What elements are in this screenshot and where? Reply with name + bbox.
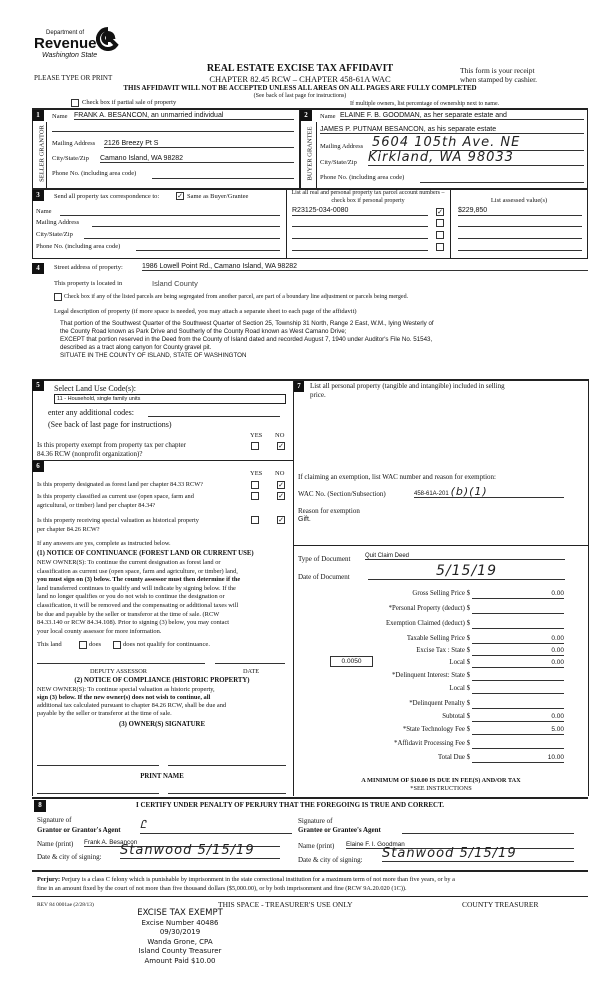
notice-compliance-title: (2) NOTICE OF COMPLIANCE (HISTORIC PROPERTY) bbox=[74, 677, 250, 684]
fee-label: *State Technology Fee $ bbox=[402, 726, 470, 733]
fee-value-field[interactable] bbox=[472, 605, 564, 614]
seller-city-field[interactable]: Camano Island, WA 98282 bbox=[100, 155, 294, 163]
logo-text-dept: Department of bbox=[46, 30, 85, 36]
notice-line: classification as current use (open space, farm and agriculture, or timber) land, bbox=[37, 567, 238, 575]
grantee-sig-label: Signature of bbox=[298, 817, 333, 825]
legal-description[interactable] bbox=[60, 320, 434, 360]
parcel-number-4[interactable] bbox=[292, 242, 428, 251]
personal-property-label-2: price. bbox=[310, 391, 326, 399]
owner-signature-line-2[interactable] bbox=[168, 765, 286, 766]
section-number-5: 5 bbox=[32, 380, 44, 391]
same-as-buyer-label: Same as Buyer/Grantee bbox=[187, 193, 249, 200]
section-number-2: 2 bbox=[300, 110, 312, 121]
warning-text: THIS AFFIDAVIT WILL NOT BE ACCEPTED UNLESS ALL AREAS ON ALL PAGES ARE FULLY COMPLETED bbox=[123, 84, 477, 92]
notice-line: sign (3) below. If the new owner(s) does not wish to continue, all bbox=[37, 694, 211, 701]
this-land-label: This land bbox=[37, 641, 62, 648]
buyer-city-field[interactable]: Kirkland, WA 98033 bbox=[368, 150, 584, 166]
buyer-side-label: BUYER GRANTEE bbox=[306, 126, 314, 181]
partial-sale-checkbox[interactable] bbox=[71, 99, 79, 107]
fee-value-field[interactable] bbox=[472, 700, 564, 709]
s5-question-2: 84.36 RCW (nonprofit organization)? bbox=[37, 450, 143, 458]
buyer-city-label: City/State/Zip bbox=[320, 159, 357, 166]
fee-value-field[interactable]: 0.00 bbox=[472, 659, 564, 668]
grantor-name-field[interactable]: Frank A. Besancon bbox=[84, 839, 280, 847]
street-address-label: Street address of property: bbox=[54, 264, 123, 271]
please-type: PLEASE TYPE OR PRINT bbox=[34, 74, 113, 82]
segregated-checkbox[interactable] bbox=[54, 293, 62, 301]
stamp-line: Wanda Grone, CPA bbox=[147, 937, 213, 946]
parcel-personal-checkbox-1[interactable]: ✓ bbox=[437, 208, 443, 216]
seller-side-label: SELLER GRANTOR bbox=[38, 125, 46, 182]
fee-value-field[interactable]: 10.00 bbox=[472, 754, 564, 763]
local-rate-field[interactable]: 0.0050 bbox=[330, 656, 373, 667]
fee-label: *Personal Property (deduct) $ bbox=[388, 605, 470, 612]
assessor-date-label: DATE bbox=[243, 668, 260, 675]
receipt-note-2: when stamped by cashier. bbox=[460, 75, 538, 84]
does-qualify-checkbox[interactable] bbox=[79, 641, 87, 649]
buyer-phone-field[interactable] bbox=[420, 182, 584, 183]
s6-q2-yes-checkbox[interactable] bbox=[251, 492, 259, 500]
does-not-label: does not qualify for continuance. bbox=[123, 641, 210, 648]
perjury-notice bbox=[37, 876, 455, 883]
dor-logo-mark-icon bbox=[96, 27, 120, 51]
notice-line: be due and payable by the seller or transferor at the time of sale. (RCW bbox=[37, 610, 220, 618]
perjury-text: Perjury is a class C felony which is punishable by imprisonment in the state correctional institution for a maximum term of not more than five years, or by a bbox=[61, 876, 455, 883]
s6-question-2b: agricultural, or timber) land per chapter 84.34? bbox=[37, 502, 156, 509]
land-use-label: Select Land Use Code(s): bbox=[54, 384, 136, 393]
fee-label: Taxable Selling Price $ bbox=[406, 635, 470, 642]
seller-name-field[interactable]: FRANK A. BESANCON, an unmarried individual bbox=[74, 112, 294, 120]
legal-line: EXCEPT that portion reserved in the Deed from the County of Island dated and recorded August 7, 1940 under Auditor's File No. 51543, bbox=[60, 336, 433, 343]
dor-logo bbox=[34, 24, 129, 66]
doc-date-label: Date of Document bbox=[298, 573, 350, 581]
perjury-text-2: fine in an amount fixed by the court of not more than five thousand dollars ($5,000.00), or by both imprisonment and fine (RCW 9A.20.020 (1C)). bbox=[37, 885, 407, 892]
parcel-personal-checkbox-4[interactable] bbox=[436, 243, 444, 251]
section-1-seller bbox=[32, 109, 300, 189]
s3-name-field[interactable] bbox=[60, 215, 280, 216]
buyer-name-field[interactable]: ELAINE F. B. GOODMAN, as her separate estate and bbox=[340, 112, 584, 120]
buyer-mailing-field[interactable]: 5604 105th Ave. NE bbox=[372, 135, 584, 151]
s3-phone-field[interactable] bbox=[136, 250, 280, 251]
s6-q2-no-checkbox[interactable]: ✓ bbox=[278, 492, 284, 500]
notice-line: you must sign on (3) below. The county assessor must then determine if the bbox=[37, 576, 241, 584]
same-as-buyer-checkbox[interactable]: ✓ bbox=[177, 192, 183, 200]
legal-line: described as a tract along canyon for County gravel pit. bbox=[60, 344, 212, 351]
s5-yes-checkbox[interactable] bbox=[251, 442, 259, 450]
s6-yes-header: YES bbox=[250, 470, 263, 477]
assessed-value-2[interactable] bbox=[458, 218, 582, 227]
s3-phone-label: Phone No. (including area code) bbox=[36, 243, 121, 250]
reason-field[interactable]: Gift. bbox=[298, 516, 311, 523]
located-in-label: This property is located in bbox=[54, 280, 123, 287]
stamp-line: 09/30/2019 bbox=[159, 928, 201, 936]
seller-phone-field[interactable] bbox=[152, 178, 294, 179]
form-title: REAL ESTATE EXCISE TAX AFFIDAVIT bbox=[206, 63, 394, 74]
print-name-line-2[interactable] bbox=[168, 793, 286, 794]
logo-text-state: Washington State bbox=[42, 52, 98, 59]
fee-label: Local $ bbox=[449, 685, 470, 692]
fee-label: *Delinquent Interest: State $ bbox=[392, 672, 470, 679]
grantor-date-city-field[interactable]: Stanwood 5/15/19 bbox=[120, 843, 280, 859]
grantor-sig-label: Signature of bbox=[37, 816, 72, 824]
see-back-text: (See back of last page for instructions) bbox=[253, 93, 347, 99]
notice-line: classification, it will be removed and the compensating or additional taxes will bbox=[37, 601, 239, 609]
form-chapter: CHAPTER 82.45 RCW – CHAPTER 458-61A WAC bbox=[209, 74, 391, 84]
fee-label: Total Due $ bbox=[438, 754, 470, 761]
s6-question-3: Is this property receiving special valuation as historical property bbox=[37, 517, 199, 524]
exemption-label: If claiming an exemption, list WAC number and reason for exemption: bbox=[298, 473, 496, 481]
assessor-date-line[interactable] bbox=[215, 663, 285, 664]
additional-codes-label: enter any additional codes: bbox=[48, 408, 134, 417]
buyer-mailing-label: Mailing Address bbox=[320, 143, 364, 150]
section-number-8: 8 bbox=[34, 800, 46, 812]
seller-phone-label: Phone No. (including area code) bbox=[52, 170, 137, 177]
s3-mailing-label: Mailing Address bbox=[36, 219, 80, 226]
fee-label: Excise Tax : State $ bbox=[416, 647, 470, 654]
does-label: does bbox=[89, 641, 102, 648]
notice-line: NEW OWNER(S): To continue the current designation as forest land or bbox=[37, 559, 221, 566]
deputy-assessor-sig-line[interactable] bbox=[37, 663, 205, 664]
fee-value-field[interactable]: 0.00 bbox=[472, 713, 564, 722]
stamp-line: Island County Treasurer bbox=[138, 947, 222, 955]
s6-question-1: Is this property designated as forest land per chapter 84.33 RCW? bbox=[37, 481, 203, 488]
seller-city-label: City/State/Zip bbox=[52, 155, 89, 162]
print-name-line-1[interactable] bbox=[37, 793, 159, 794]
assessed-value-4[interactable] bbox=[458, 242, 582, 251]
fee-value-field[interactable]: 0.00 bbox=[472, 590, 564, 599]
s6-question-2: Is this property classified as current use (open space, farm and bbox=[37, 493, 194, 500]
see-instructions-note: *SEE INSTRUCTIONS bbox=[410, 785, 472, 792]
partial-sale-label: Check box if partial sale of property bbox=[82, 99, 177, 106]
logo-text-revenue: Revenue bbox=[34, 35, 97, 52]
notice-line: NEW OWNER(S): To continue special valuation as historic property, bbox=[37, 686, 215, 693]
does-not-qualify-checkbox[interactable] bbox=[113, 641, 121, 649]
fee-value-field[interactable] bbox=[472, 740, 564, 749]
s3-city-field[interactable] bbox=[84, 238, 280, 239]
notice-line: land no longer qualifies or you do not wish to continue the designation or bbox=[37, 593, 225, 601]
s6-q1-no-checkbox[interactable]: ✓ bbox=[278, 481, 284, 489]
fee-value-field[interactable] bbox=[472, 672, 564, 681]
notice-continuance-title: (1) NOTICE OF CONTINUANCE (FOREST LAND OR CURRENT USE) bbox=[37, 550, 254, 557]
section-number-4: 4 bbox=[32, 263, 44, 274]
grantee-date-city-field[interactable]: Stanwood 5/15/19 bbox=[382, 846, 574, 862]
legal-description-label: Legal description of property (if more space is needed, you may attach a separate sheet to each page of the affidavit) bbox=[54, 308, 357, 315]
perjury-label: Perjury: bbox=[37, 876, 61, 883]
s5-yes-header: YES bbox=[250, 432, 263, 439]
street-address-field[interactable]: 1986 Lowell Point Rd., Camano Island, WA 98282 bbox=[142, 263, 588, 271]
section-number-6: 6 bbox=[32, 461, 44, 472]
receipt-note-1: This form is your receipt bbox=[460, 66, 535, 75]
parcel-number-3[interactable] bbox=[292, 230, 428, 239]
stamp-line: EXCISE TAX EXEMPT bbox=[137, 908, 223, 918]
s6-q3-no-checkbox[interactable]: ✓ bbox=[278, 516, 284, 524]
if-yes-text: If any answers are yes, complete as instructed below. bbox=[37, 540, 171, 547]
fee-label: Local $ bbox=[449, 659, 470, 666]
grantee-signature-field[interactable] bbox=[402, 812, 574, 834]
parcel-personal-checkbox-2[interactable] bbox=[436, 219, 444, 227]
grantor-name-label: Name (print) bbox=[37, 840, 74, 848]
form-revision: REV 84 0001ae (2/28/13) bbox=[37, 902, 94, 908]
parcel-number-1[interactable]: R23125-034-0080 bbox=[292, 207, 428, 216]
doc-date-field[interactable]: 5/15/19 bbox=[368, 563, 565, 580]
section-number-3: 3 bbox=[32, 190, 44, 201]
owner-signature-line-1[interactable] bbox=[37, 765, 159, 766]
wac-field[interactable] bbox=[414, 485, 564, 498]
s6-q3-yes-checkbox[interactable] bbox=[251, 516, 259, 524]
notice-line: payable by the seller or transferor at the time of sale. bbox=[37, 710, 172, 717]
fee-label: *Delinquent Penalty $ bbox=[409, 700, 470, 707]
notice-line: 84.33.140 or RCW 84.34.108). Prior to signing (3) below, you may contact bbox=[37, 619, 230, 627]
segregated-label: Check box if any of the listed parcels are being segregated from another parcel, are part of a boundary line adjustment or parcels being merged. bbox=[64, 294, 409, 300]
s3-city-label: City/State/Zip bbox=[36, 231, 73, 238]
wac-number: 458-61A-201 bbox=[414, 491, 449, 497]
s6-q1-yes-checkbox[interactable] bbox=[251, 481, 259, 489]
notice-continuance-text bbox=[37, 559, 240, 636]
assessed-header: List assessed value(s) bbox=[490, 197, 548, 204]
fee-label: *Affidavit Processing Fee $ bbox=[394, 740, 470, 747]
buyer-name-label: Name bbox=[320, 113, 336, 120]
stamp-line: Amount Paid $10.00 bbox=[144, 956, 216, 965]
buyer-phone-label: Phone No. (including area code) bbox=[320, 174, 405, 181]
certify-statement: I CERTIFY UNDER PENALTY OF PERJURY THAT THE FOREGOING IS TRUE AND CORRECT. bbox=[136, 801, 445, 809]
buyer-name-field-2[interactable]: JAMES P. PUTNAM BESANCON, as his separate estate bbox=[320, 126, 584, 134]
treasurer-use-label: THIS SPACE - TREASURER'S USE ONLY bbox=[218, 900, 353, 909]
parcel-personal-checkbox-3[interactable] bbox=[436, 231, 444, 239]
s3-mailing-field[interactable] bbox=[92, 226, 280, 227]
legal-line: the County Road known as Park Drive and Southerly of the County Road known as West Camano Drive; bbox=[60, 328, 347, 335]
assessed-value-3[interactable] bbox=[458, 230, 582, 239]
s5-question: Is this property exempt from property tax per chapter bbox=[37, 441, 186, 449]
s6-question-3b: per chapter 84.26 RCW? bbox=[37, 526, 100, 533]
notice-compliance-text bbox=[37, 686, 226, 718]
stamp-line: Excise Number 40486 bbox=[141, 918, 219, 927]
legal-line: SITUATE IN THE COUNTY OF ISLAND, STATE OF WASHINGTON bbox=[60, 352, 247, 359]
fee-value-field[interactable]: 0.00 bbox=[472, 635, 564, 644]
seller-mailing-field[interactable]: 2126 Breezy Pt S bbox=[104, 140, 294, 148]
fee-value-field[interactable] bbox=[472, 685, 564, 694]
parcel-header: List all real and personal property tax parcel account numbers – check box if personal property bbox=[291, 190, 445, 204]
legal-line: That portion of the Southwest Quarter of the Southwest Quarter of Section 25, Township 31 North, Range 2 East, W.M., lying Westerly of bbox=[60, 320, 434, 327]
fee-value-field[interactable] bbox=[472, 620, 564, 629]
s3-name-label: Name bbox=[36, 208, 52, 215]
notice-line: land transferred continues to qualify and will indicate by signing below. If the bbox=[37, 584, 236, 592]
minimum-due-note: A MINIMUM OF $10.00 IS DUE IN FEE(S) AND/OR TAX bbox=[361, 777, 521, 784]
send-correspondence-label: Send all property tax correspondence to: bbox=[54, 193, 160, 200]
seller-mailing-label: Mailing Address bbox=[52, 140, 96, 147]
notice-line: your local county assessor for more information. bbox=[37, 627, 162, 635]
grantee-agent-label: Grantee or Grantee's Agent bbox=[298, 826, 381, 834]
grantee-name-field[interactable]: Elaine F. I. Goodman bbox=[346, 841, 574, 849]
multiple-owners-note: If multiple owners, list percentage of ownership next to name. bbox=[350, 101, 500, 107]
fee-label: Gross Selling Price $ bbox=[412, 590, 470, 597]
fee-value-field[interactable]: 5.00 bbox=[472, 726, 564, 735]
s6-no-header: NO bbox=[275, 470, 285, 477]
grantee-date-city-label: Date & city of signing: bbox=[298, 856, 363, 864]
additional-codes-field[interactable] bbox=[148, 416, 280, 417]
fee-value-field[interactable]: 0.00 bbox=[472, 647, 564, 656]
grantee-name-label: Name (print) bbox=[298, 842, 335, 850]
s5-no-checkbox[interactable]: ✓ bbox=[278, 442, 284, 450]
doc-type-field[interactable]: Quit Claim Deed bbox=[365, 553, 565, 560]
reason-label: Reason for exemption bbox=[298, 507, 360, 515]
doc-type-label: Type of Document bbox=[298, 555, 351, 563]
grantor-agent-label: Grantor or Grantor's Agent bbox=[37, 826, 121, 834]
assessed-value-1[interactable]: $229,850 bbox=[458, 207, 582, 216]
county-treasurer-label: COUNTY TREASURER bbox=[462, 900, 539, 909]
wac-subsection-handwritten: (b)(1) bbox=[450, 485, 488, 498]
treasurer-stamp bbox=[120, 909, 240, 966]
s5-see-back: (See back of last page for instructions) bbox=[48, 420, 172, 429]
land-use-select[interactable]: 11 - Household, single family units bbox=[54, 394, 286, 404]
section-number-7: 7 bbox=[294, 381, 304, 392]
grantor-signature-field[interactable]: Ꮭ bbox=[140, 818, 292, 834]
grantor-date-city-label: Date & city of signing: bbox=[37, 853, 102, 861]
wac-label: WAC No. (Section/Subsection) bbox=[298, 490, 386, 498]
print-name-label: PRINT NAME bbox=[140, 773, 184, 780]
personal-property-label: List all personal property (tangible and intangible) included in selling bbox=[310, 382, 505, 390]
s5-no-header: NO bbox=[275, 432, 285, 439]
owner-signature-label: (3) OWNER(S) SIGNATURE bbox=[119, 721, 205, 728]
fee-label: Exemption Claimed (deduct) $ bbox=[386, 620, 470, 627]
county-field[interactable]: Island County bbox=[152, 279, 198, 288]
notice-line: additional tax calculated pursuant to chapter 84.26 RCW, shall be due and bbox=[37, 702, 227, 709]
seller-name-label: Name bbox=[52, 113, 68, 120]
fee-label: Subtotal $ bbox=[442, 713, 470, 720]
section-number-1: 1 bbox=[32, 110, 44, 121]
parcel-number-2[interactable] bbox=[292, 218, 428, 227]
deputy-assessor-label: DEPUTY ASSESSOR bbox=[90, 668, 147, 675]
